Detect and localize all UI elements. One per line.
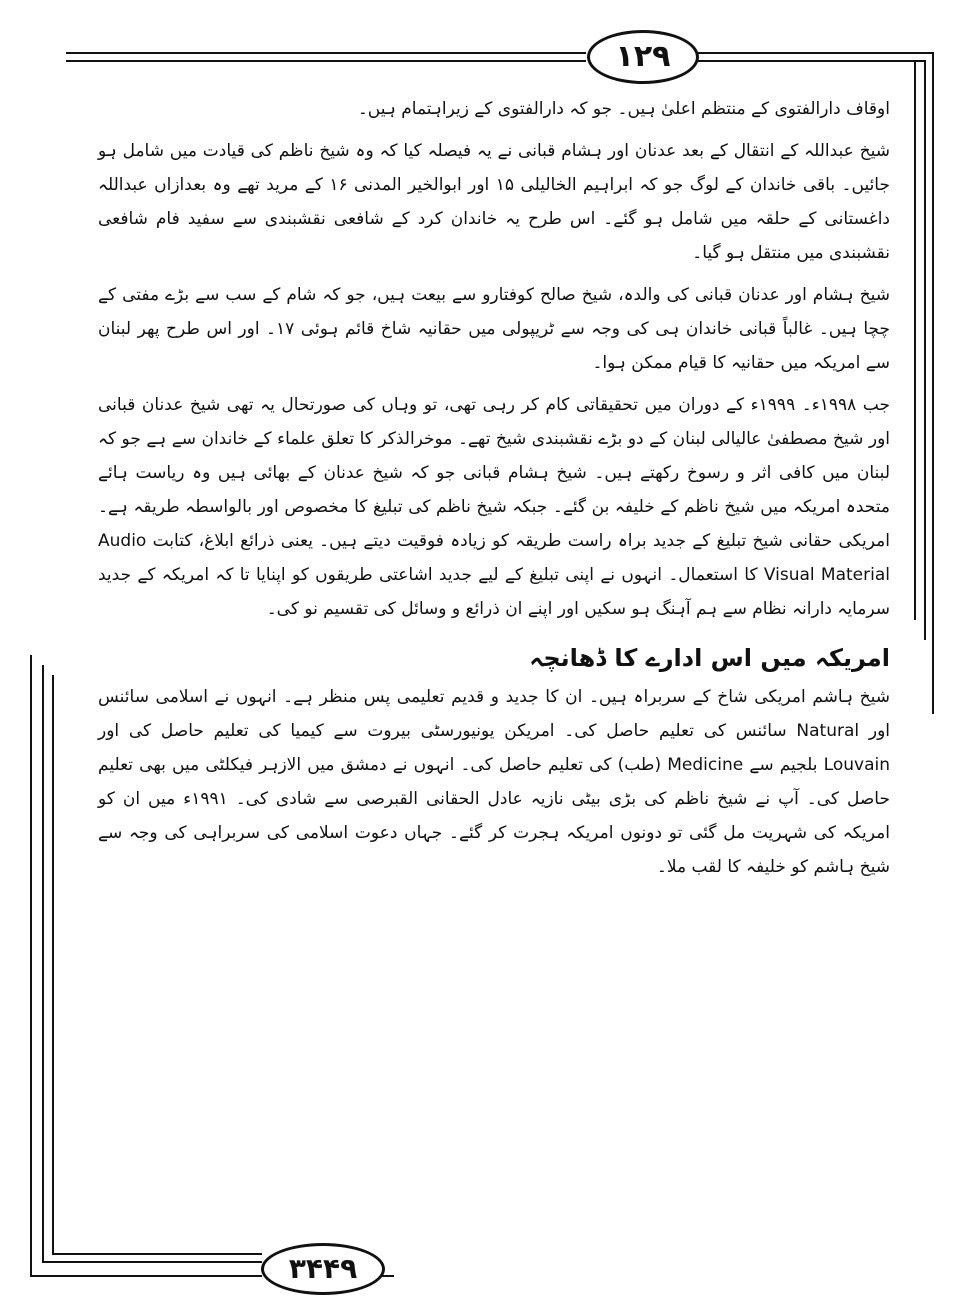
frame-bottom-line-mid <box>52 1253 262 1255</box>
frame-right-line-inner <box>924 60 926 640</box>
paragraph: شیخ ہاشم امریکی شاخ کے سربراہ ہیں۔ ان کا جدید و قدیم تعلیمی پس منظر ہے۔ انہوں نے اسلامی سائنس اور Natural سائنس کی تعلیم حاصل کی۔ امریکن یونیورسٹی بیروت سے کیمیا کی تعلیم حاصل کی اور Louvain بلجیم سے Medicine (طب) کی تعلیم حاصل کی۔ انہوں نے دمشق میں الازہر فیکلٹی میں بھی تعلیم حاصل کی۔ آپ نے شیخ ناظم کی بڑی بیٹی نازیہ عادل الحقانی القبرصی سے شادی کی۔ ۱۹۹۱ء میں ان کو امریکہ کی شہریت مل گئی تو دونوں امریکہ ہجرت کر گئے۔ جہاں دعوت اسلامی کی سربراہی کی وجہ سے شیخ ہاشم کو خلیفہ کا لقب ملا۔ <box>98 687 891 877</box>
paragraph: شیخ ہشام اور عدنان قبانی کی والدہ، شیخ صالح کوفتارو سے بیعت ہیں، جو کہ شام کے سب سے بڑے مفتی کے چچا ہیں۔ غالباً قبانی خاندان ہی کی وجہ سے ٹریپولی میں حقانیہ شاخ قائم ہوئی ۱۷۔ اور اس طرح پھر لبنان سے امریکہ میں حقانیہ کا قیام ممکن ہوا۔ <box>98 285 890 373</box>
section-heading: امریکہ میں اس ادارے کا ڈھانچہ <box>529 644 890 672</box>
frame-bottom-line-inner <box>42 1261 262 1263</box>
frame-top-line-right <box>695 52 933 54</box>
frame-right-line-outer <box>932 52 934 714</box>
paragraph: شیخ عبداللہ کے انتقال کے بعد عدنان اور ہشام قبانی نے یہ فیصلہ کیا کہ وہ شیخ ناظم کی قیادت میں شامل ہو جائیں۔ باقی خاندان کے لوگ جو کہ ابراہیم الخالیلی ۱۵ اور ابوالخیر المدنی ۱۶ کے مرید تھے وہ بعدازاں عبداللہ داغستانی کے حلقہ میں شامل ہو گئے۔ اس طرح یہ خاندان کرد کے شافعی نقشبندی سے سفید فام شافعی نقشبندی میں منتقل ہو گیا۔ <box>98 141 890 263</box>
paragraph: جب ۱۹۹۸ء۔ ۱۹۹۹ء کے دوران میں تحقیقاتی کام کر رہی تھی، تو وہاں کی صورتحال یہ تھی شیخ عدنان قبانی اور شیخ مصطفیٰ عالیالی لبنان کے دو بڑے نقشبندی شیخ تھے۔ موخرالذکر کا تعلق علماء کے خاندان سے ہے جو کہ لبنان میں کافی اثر و رسوخ رکھتے ہیں۔ شیخ ہشام قبانی جو کہ شیخ عدنان کے بھائی ہیں وہ ریاست ہائے متحدہ امریکہ میں شیخ ناظم کے خلیفہ بن گئے۔ جبکہ شیخ ناظم کی تبلیغ کا مخصوص اور بالواسطہ طریقہ ہے۔ امریکی حقانی شیخ تبلیغ کے جدید براہ راست طریقہ کو زیادہ فوقیت دیتے ہیں۔ یعنی ذرائع ابلاغ، کتابت Audio Visual Material کا استعمال۔ انہوں نے اپنی تبلیغ کے لیے جدید اشاعتی طریقوں کو اپنایا تا کہ امریکہ کے جدید سرمایہ دارانہ نظام سے ہم آہنگ ہو سکیں اور اپنے ان ذرائع و وسائل کی تقسیم نو کی۔ <box>98 395 891 619</box>
paragraph: اوقاف دارالفتوی کے منتظم اعلیٰ ہیں۔ جو کہ دارالفتوی کے زیراہتمام ہیں۔ <box>357 99 890 119</box>
body-text <box>98 92 890 892</box>
frame-top-line-inner-right <box>695 60 925 62</box>
frame-left-line-mid <box>52 675 54 1253</box>
frame-left-line-outer <box>30 655 32 1275</box>
frame-top-line <box>66 52 586 54</box>
frame-top-line-inner <box>66 60 586 62</box>
frame-left-line-inner <box>42 665 44 1261</box>
frame-bottom-line <box>30 1275 262 1277</box>
frame-right-line-mid <box>914 60 916 620</box>
page-number-top: ۱۲۹ <box>587 30 699 84</box>
frame-bottom-line-right <box>382 1275 394 1277</box>
page-number-bottom: ۳۴۴۹ <box>261 1243 385 1295</box>
